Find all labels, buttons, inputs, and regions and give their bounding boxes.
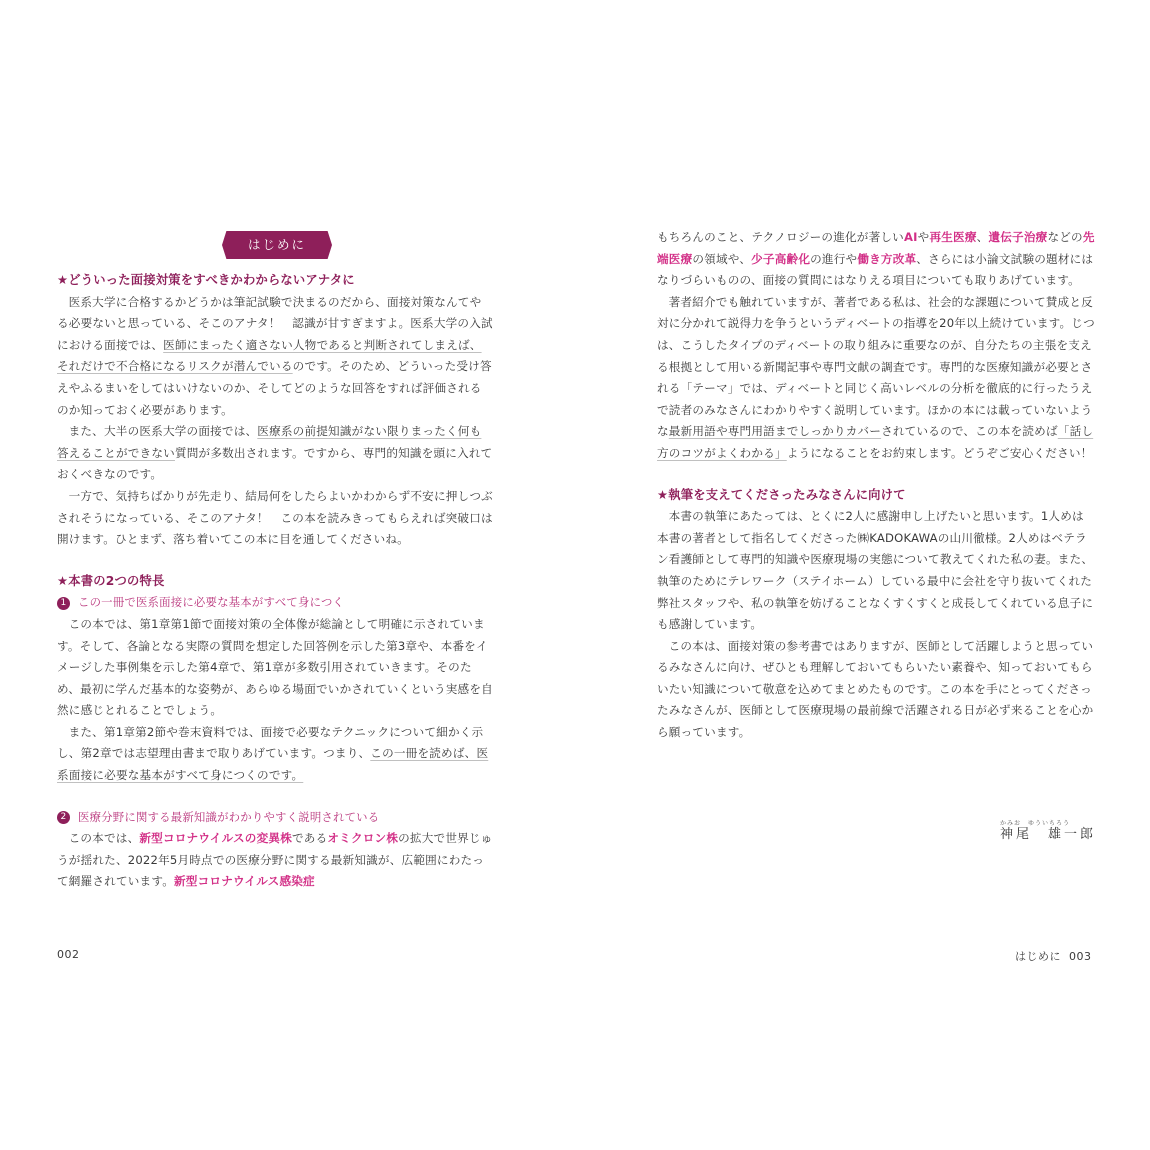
paragraph: 一方で、気持ちばかりが先走り、結局何をしたらよいかわからず不安に押しつぶされそうになっている、そこのアナタ！ この本を読みきってもらえれば突破口は開けます。ひとまず、落ち着いてこの本に目を通してくださいね。 bbox=[57, 488, 493, 547]
page-number: 003 bbox=[1069, 950, 1092, 963]
underlined-text: 「話し方のコツがよくわかる」 bbox=[657, 424, 1094, 460]
author-name: 神尾 雄一郎 bbox=[1000, 827, 1097, 842]
keyword: 新型コロナウイルス感染症 bbox=[174, 874, 315, 889]
keyword: AI bbox=[903, 230, 918, 244]
underlined-text: この一冊を読めば、医系面接に必要な基本がすべて身につくのです。 bbox=[57, 746, 489, 783]
keyword: 少子高齢化 bbox=[751, 251, 811, 266]
paragraph: この本では、第1章第1節で面接対策の全体像が総論として明確に示されています。そして、各論となる実際の質問を想定した回答例を示した第3章や、本番をイメージした事例集を示した第4章で、第1章が多数引用されていきます。そのため、最初に学んだ基本的な姿勢が、あらゆる場面でいかされていくという実感を自然に感じとれることでしょう。 bbox=[57, 616, 493, 718]
running-footer bbox=[1015, 948, 1092, 964]
section-heading-1: ★どういった面接対策をすべきかわからないアナタに bbox=[57, 273, 355, 287]
section-heading-2: ★本書の2つの特長 bbox=[57, 573, 165, 588]
paragraph: この本は、面接対策の参考書ではありますが、医師として活躍しようと思っているみなさんに向け、ぜひとも理解しておいてもらいたい素養や、知っておいてもらいたい知識について敬意を込めてまとめたものです。この本を手にとってくださったみなさんが、医師として医療現場の最前線で活躍される日が必ず来ることを心から願っています。 bbox=[657, 638, 1094, 740]
paragraph: この本では、新型コロナウイルスの変異株であるオミクロン株の拡大で世界じゅうが揺れた、2022年5月時点での医療分野に関する最新知識が、広範囲にわたって網羅されています。新型コロナウイルス感染症 bbox=[57, 831, 493, 889]
star-icon: ★ bbox=[57, 273, 69, 287]
feature-subheading-2: 2 医療分野に関する最新知識がわかりやすく説明されている bbox=[57, 807, 493, 829]
star-icon: ★ bbox=[57, 573, 69, 588]
page-number: 002 bbox=[57, 948, 80, 961]
author-signature bbox=[1000, 818, 1100, 848]
paragraph: また、第1章第2節や巻末資料では、面接で必要なテクニックについて細かく示し、第2章では志望理由書まで取りあげています。つまり、この一冊を読めば、医系面接に必要な基本がすべて身につくのです。 bbox=[57, 724, 489, 783]
paragraph: 医系大学に合格するかどうかは筆記試験で決まるのだから、面接対策なんてやる必要ないと思っている、そこのアナタ！ 認識が甘すぎますよ。医系大学の入試における面接では、医師にまったく適さない人物であると判断されてしまえば、それだけで不合格になるリスクが潜んでいるのです。そのため、どういった受け答えやふるまいをしてはいけないのか、そしてどのような回答をすれば評価されるのか知っておく必要があります。 bbox=[57, 294, 493, 417]
underlined-text: 最新用語や専門用語までしっかりカバー bbox=[668, 424, 882, 439]
paragraph: 著者紹介でも触れていますが、著者である私は、社会的な課題について賛成と反対に分かれて説得力を争うというディベートの指導を20年以上続けています。じつは、こうしたタイプのディベートの取り組みに重要なのが、自分たちの主張を支える根拠として用いる新聞記事や専門文献の調査です。専門的な医療知識が必要とされる「テーマ」では、ディベートと同じく高いレベルの分析を徹底的に行ったうえで読者のみなさんにわかりやすく説明しています。ほかの本には載っていないような最新用語や専門用語までしっかりカバーされているので、この本を読めば「話し方のコツがよくわかる」ようになることをお約束します。どうぞご安心ください！ bbox=[657, 294, 1095, 460]
section-heading-3: ★執筆を支えてくださったみなさんに向けて bbox=[657, 487, 906, 502]
star-icon: ★ bbox=[657, 487, 669, 502]
right-text-column bbox=[657, 227, 1095, 744]
paragraph: また、大半の医系大学の面接では、医療系の前提知識がない限りまったく何も答えることができない質問が多数出されます。ですから、専門的知識を頭に入れておくべきなのです。 bbox=[57, 424, 493, 482]
keyword: 再生医療 bbox=[929, 230, 977, 244]
left-text-column bbox=[57, 270, 493, 893]
number-badge-icon: 1 bbox=[57, 597, 70, 610]
underlined-text: 医療系の前提知識がない限りまったく何も答えることができない bbox=[57, 424, 482, 460]
underlined-text: 医師にまったく適さない人物であると判断されてしまえば、それだけで不合格になるリスクが潜んでいる bbox=[57, 337, 482, 374]
keyword: 働き方改革 bbox=[857, 251, 917, 266]
chapter-title: はじめに bbox=[247, 237, 306, 252]
author-name-ruby: かみお ゆういちろう bbox=[1000, 820, 1071, 827]
keyword: オミクロン株 bbox=[327, 831, 399, 846]
number-badge-icon: 2 bbox=[57, 811, 70, 824]
right-page bbox=[575, 0, 1150, 1150]
keyword: 新型コロナウイルスの変異株 bbox=[139, 831, 292, 846]
keyword: 先端医療 bbox=[657, 230, 1095, 266]
feature-subheading-1: 1 この一冊で医系面接に必要な基本がすべて身につく bbox=[57, 592, 493, 614]
paragraph: もちろんのこと、テクノロジーの進化が著しいAIや再生医療、遺伝子治療などの先端医療の領域や、少子高齢化の進行や働き方改革、さらには小論文試験の題材にはなりづらいものの、面接の質問にはなりえる項目についても取りあげています。 bbox=[657, 230, 1095, 288]
footer-label: はじめに bbox=[1015, 950, 1061, 963]
keyword: 遺伝子治療 bbox=[988, 230, 1048, 244]
paragraph: 本書の執筆にあたっては、とくに2人に感謝申し上げたいと思います。1人めは本書の著者として指名してくださった㈱KADOKAWAの山川徹様。2人めはベテラン看護師として専門的知識や医療現場の実態について教えてくれた私の妻。また、執筆のためにテレワーク（ステイホーム）している最中に会社を守り抜いてくれた弊社スタッフや、私の執筆を妨げることなくすくすくと成長してくれている息子にも感謝しています。 bbox=[657, 509, 1094, 632]
chapter-title-banner bbox=[222, 231, 332, 259]
